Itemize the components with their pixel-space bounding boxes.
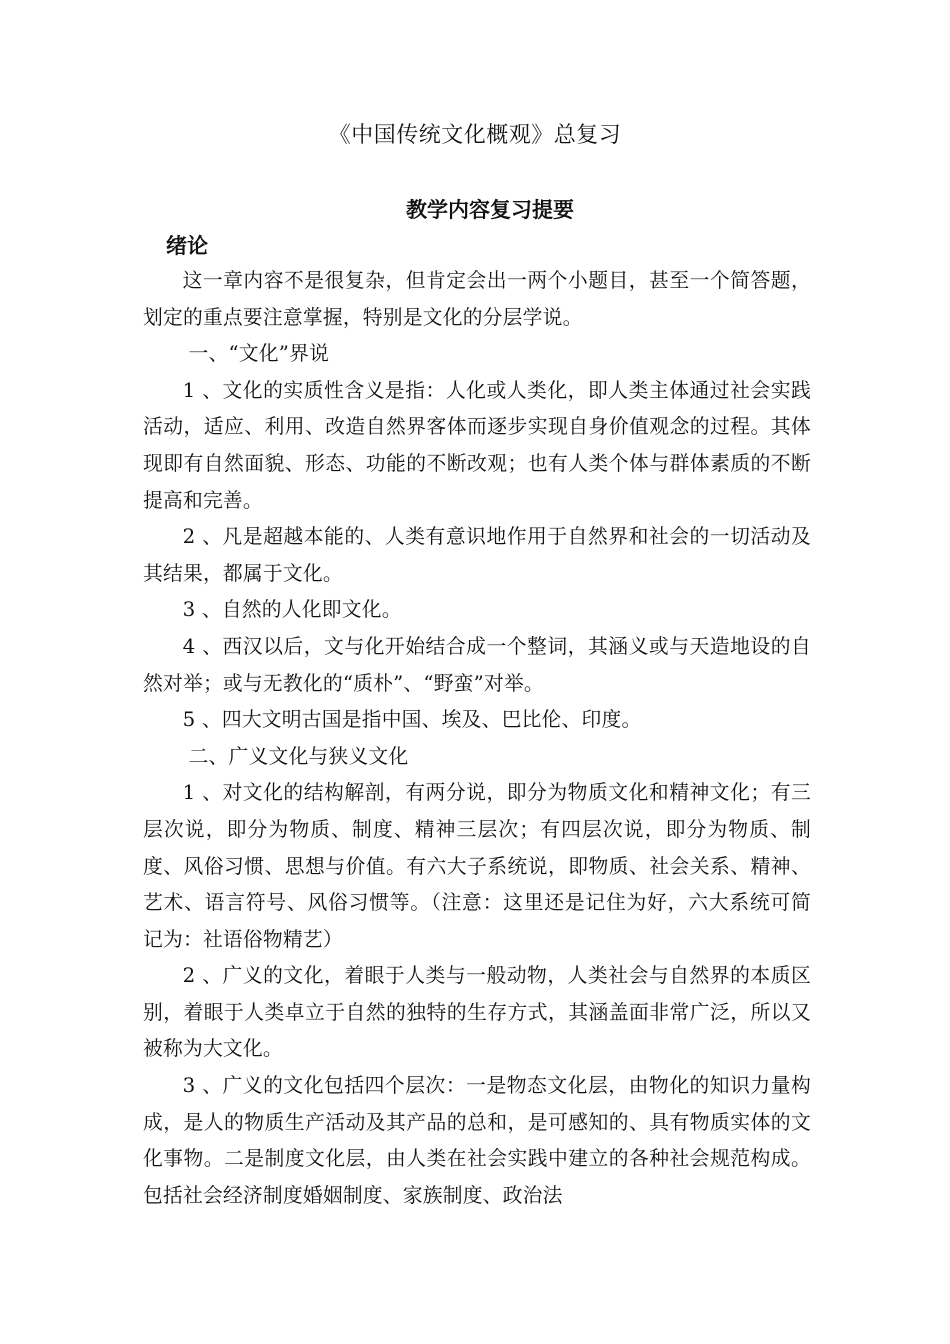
- document-title: 《中国传统文化概观》总复习: [328, 123, 622, 148]
- paragraph-intro: 这一章内容不是很复杂，但肯定会出一两个小题目，甚至一个简答题，划定的重点要注意掌握，特别是文化的分层学说。: [143, 269, 811, 329]
- paragraph-structure-2: 2 、广义的文化，着眼于人类与一般动物，人类社会与自然界的本质区别，着眼于人类卓立于自然的独特的生存方式，其涵盖面非常广泛，所以又被称为大文化。: [143, 964, 811, 1061]
- paragraph-point-1: 1 、文化的实质性含义是指：人化或人类化，即人类主体通过社会实践活动，适应、利用、改造自然界客体而逐步实现自身价值观念的过程。其体现即有自然面貌、形态、功能的不断改观；也有人类个体与群体素质的不断提高和完善。: [143, 378, 811, 512]
- paragraph-point-3: 3 、自然的人化即文化。: [182, 598, 402, 622]
- subheading-broad-narrow-culture: 二、广义文化与狭义文化: [188, 744, 409, 768]
- document-subtitle: 教学内容复习提要: [406, 198, 574, 222]
- body-text: [143, 263, 811, 1214]
- section-heading: 绪论: [166, 234, 208, 258]
- paragraph-structure-1: 1 、对文化的结构解剖，有两分说，即分为物质文化和精神文化；有三层次说，即分为物质、制度、精神三层次；有四层次说，即分为物质、制度、风俗习惯、思想与价值。有六大子系统说，即物质、社会关系、精神、艺术、语言符号、风俗习惯等。（注意：这里还是记住为好，六大系统可简记为：社语俗物精艺）: [143, 781, 811, 951]
- paragraph-point-5: 5 、四大文明古国是指中国、埃及、巴比伦、印度。: [182, 708, 642, 732]
- paragraph-point-4: 4 、西汉以后，文与化开始结合成一个整词，其涵义或与天造地设的自然对举；或与无教化的“质朴”、“野蛮”对举。: [143, 634, 811, 695]
- paragraph-point-2: 2 、凡是超越本能的、人类有意识地作用于自然界和社会的一切活动及其结果，都属于文化。: [143, 525, 811, 585]
- paragraph-structure-3: 3 、广义的文化包括四个层次：一是物态文化层，由物化的知识力量构成，是人的物质生产活动及其产品的总和，是可感知的、具有物质实体的文化事物。二是制度文化层，由人类在社会实践中建立的各种社会规范构成。包括社会经济制度婚姻制度、家族制度、政治法: [143, 1074, 811, 1207]
- subheading-culture-definition: 一、“文化”界说: [188, 342, 330, 366]
